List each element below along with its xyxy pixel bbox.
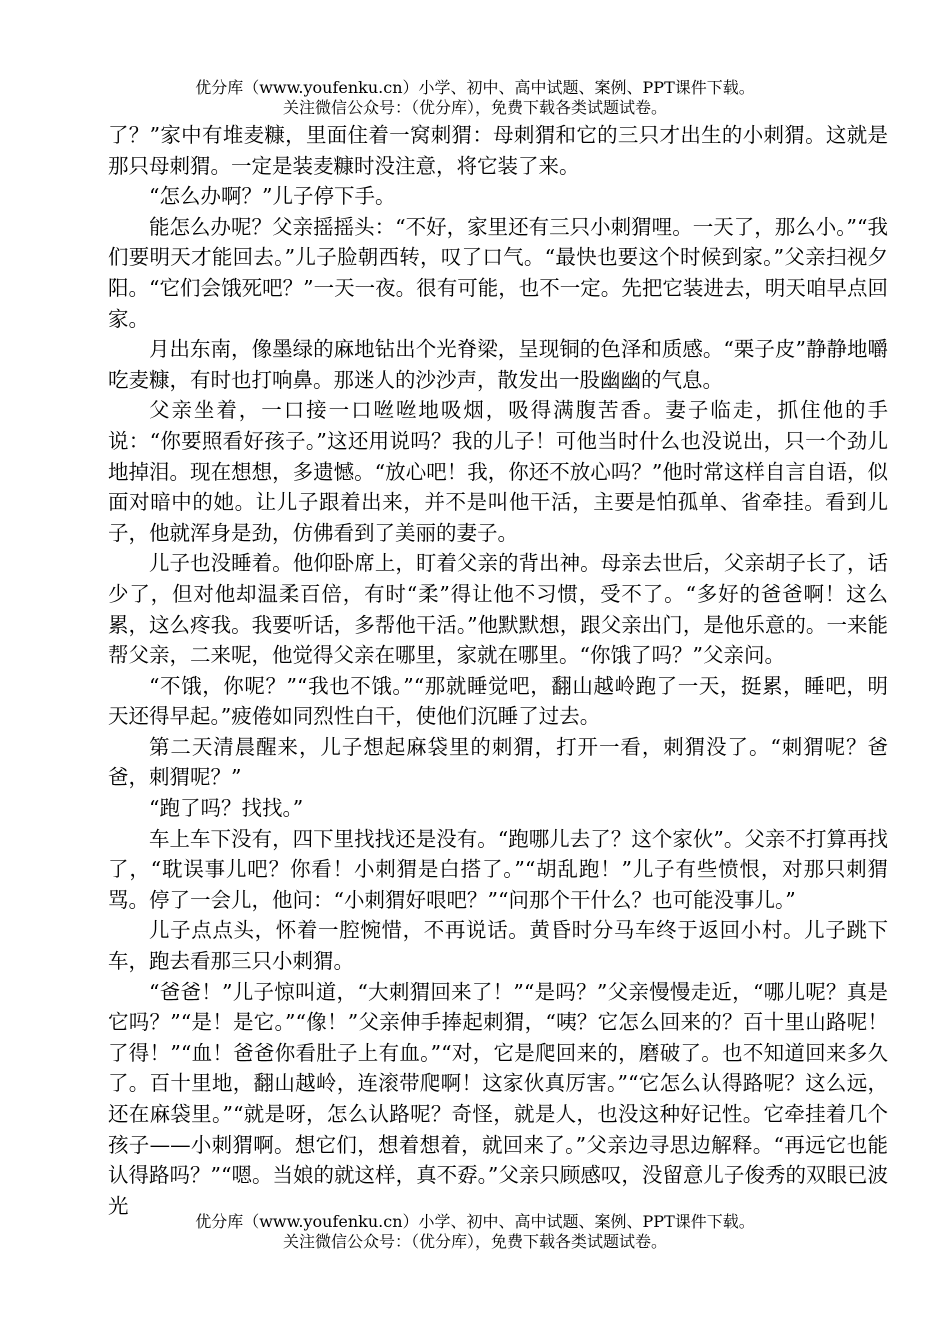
- paragraph-8: 第二天清晨醒来，儿子想起麻袋里的刺猬，打开一看，刺猬没了。“刺猬呢？爸爸，刺猬呢？”: [108, 734, 888, 790]
- paragraph-5: 父亲坐着，一口接一口咝咝地吸烟，吸得满腹苦香。妻子临走，抓住他的手说：“你要照看好孩子。”这还用说吗？我的儿子！可他当时什么也没说出，只一个劲儿地掉泪。现在想想，多遗憾。“放心吧！我，你还不放心吗？”他时常这样自言自语，似面对暗中的她。让儿子跟着出来，并不是叫他干活，主要是怕孤单、省牵挂。看到儿子，他就浑身是劲，仿佛看到了美丽的妻子。: [108, 398, 888, 545]
- paragraph-2: “怎么办啊？”儿子停下手。: [149, 184, 396, 209]
- page-header: [0, 78, 950, 118]
- article-body: [108, 120, 888, 1221]
- paragraph-11: 儿子点点头，怀着一腔惋惜，不再说话。黄昏时分马车终于返回小村。儿子跳下车，跑去看那三只小刺猬。: [108, 918, 888, 974]
- header-line-2: 关注微信公众号：（优分库），免费下载各类试题试卷。: [282, 98, 667, 117]
- paragraph-12: “爸爸！”儿子惊叫道，“大刺猬回来了！”“是吗？”父亲慢慢走近，“哪儿呢？真是它吗？”“是！是它。”“像！”父亲伸手捧起刺猬，“咦？它怎么回来的？百十里山路呢！了得！”“血！爸爸你看肚子上有血。”“对，它是爬回来的，磨破了。也不知道回来多久了。百十里地，翻山越岭，连滚带爬啊！这家伙真厉害。”“它怎么认得路呢？这么远，还在麻袋里。”“就是呀，怎么认路呢？奇怪，就是人，也没这种好记性。它牵挂着几个孩子——小刺猬啊。想它们，想着想着，就回来了。”父亲边寻思边解释。“再远它也能认得路吗？”“嗯。当娘的就这样，真不孬。”父亲只顾感叹，没留意儿子俊秀的双眼已波光: [108, 979, 888, 1218]
- header-line-1: 优分库（www.youfenku.cn）小学、初中、高中试题、案例、PPT课件下载。: [195, 78, 755, 97]
- paragraph-1: 了？”家中有堆麦糠，里面住着一窝刺猬：母刺猬和它的三只才出生的小刺猬。这就是那只母刺猬。一定是装麦糠时没注意，将它装了来。: [108, 123, 888, 178]
- footer-line-2: 关注微信公众号：（优分库），免费下载各类试题试卷。: [282, 1232, 667, 1251]
- paragraph-9: “跑了吗？找找。”: [149, 796, 304, 821]
- paragraph-4: 月出东南，像墨绿的麻地钻出个光脊梁，呈现铜的色泽和质感。“栗子皮”静静地嚼吃麦糠，有时也打响鼻。那迷人的沙沙声，散发出一股幽幽的气息。: [108, 337, 888, 392]
- paragraph-7: “不饿，你呢？”“我也不饿。”“那就睡觉吧，翻山越岭跑了一天，挺累，睡吧，明天还得早起。”疲倦如同烈性白干，使他们沉睡了过去。: [108, 673, 888, 729]
- paragraph-3: 能怎么办呢？父亲摇摇头：“不好，家里还有三只小刺猬哩。一天了，那么小。”“我们要明天才能回去。”儿子脸朝西转，叹了口气。“最快也要这个时候到家。”父亲扫视夕阳。“它们会饿死吧？”一天一夜。很有可能，也不一定。先把它装进去，明天咱早点回家。: [108, 214, 888, 331]
- footer-line-1: 优分库（www.youfenku.cn）小学、初中、高中试题、案例、PPT课件下载。: [195, 1212, 755, 1231]
- paragraph-10: 车上车下没有，四下里找找还是没有。“跑哪儿去了？这个家伙”。父亲不打算再找了，“耽误事儿吧？你看！小刺猬是白搭了。”“胡乱跑！”儿子有些愤恨，对那只刺猬骂。停了一会儿，他问：“小刺猬好哏吧？”“问那个干什么？也可能没事儿。”: [108, 826, 888, 912]
- page-footer: [0, 1212, 950, 1252]
- paragraph-6: 儿子也没睡着。他仰卧席上，盯着父亲的背出神。母亲去世后，父亲胡子长了，话少了，但对他却温柔百倍，有时“柔”得让他不习惯，受不了。“多好的爸爸啊！这么累，这么疼我。我要听话，多帮他干活。”他默默想，跟父亲出门，是他乐意的。一来能帮父亲，二来呢，他觉得父亲在哪里，家就在哪里。“你饿了吗？”父亲问。: [108, 551, 888, 668]
